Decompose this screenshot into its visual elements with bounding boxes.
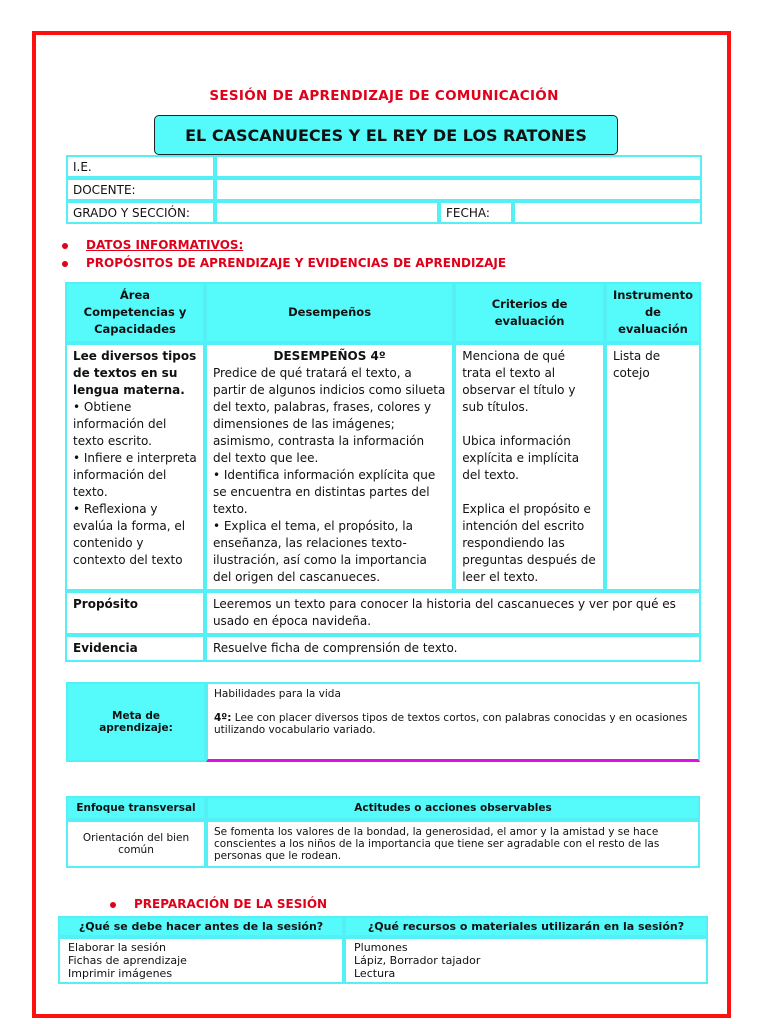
header-criterios: Criterios de evaluación [454, 282, 605, 343]
header-area: Área Competencias y Capacidades [65, 282, 205, 343]
bullet-propositos: PROPÓSITOS DE APRENDIZAJE Y EVIDENCIAS DE APRENDIZAJE [62, 256, 506, 270]
recursos-list [344, 937, 708, 984]
desempeno-item: • Explica el tema, el propósito, la enseñanza, las relaciones texto-ilustración, así como la importancia del origen del cascanueces. [212, 519, 427, 584]
session-title-box [154, 115, 618, 155]
ie-label: I.E. [66, 155, 215, 178]
enfoque-table [66, 796, 700, 868]
instrumento-cell: Lista de cotejo [605, 343, 701, 591]
list-item: Imprimir imágenes [68, 967, 173, 980]
desempeno-item: • Identifica información explícita que se encuentra en distintas partes del texto. [212, 468, 436, 516]
list-item: Lápiz, Borrador tajador [354, 954, 481, 967]
page-title: SESIÓN DE APRENDIZAJE DE COMUNICACIÓN [209, 88, 559, 104]
criterio-item: Explica el propósito e intención del escrito respondiendo las preguntas después de leer el texto. [462, 502, 596, 584]
evidencia-text: Resuelve ficha de comprensión de texto. [205, 635, 701, 662]
list-item: Plumones [354, 941, 408, 954]
criterio-item: Ubica información explícita e implícita del texto. [462, 434, 580, 482]
list-item: Elaborar la sesión [68, 941, 167, 954]
capacidad-item: • Infiere e interpreta información del texto. [73, 451, 197, 499]
header-instrumento: Instrumento de evaluación [605, 282, 701, 343]
antes-header: ¿Qué se debe hacer antes de la sesión? [58, 916, 344, 937]
docente-value [215, 178, 702, 201]
capacidad-item: • Obtiene información del texto escrito. [73, 400, 167, 448]
competencia-title: Lee diversos tipos de textos en su lengua materna. [73, 349, 197, 397]
ie-value [215, 155, 702, 178]
meta-line1: Habilidades para la vida [214, 688, 341, 700]
actitudes-value: Se fomenta los valores de la bondad, la generosidad, el amor y la amistad y se hace conscientes a los niños de la importancia que tiene ser agradable con el resto de las personas que le rodean. [206, 820, 700, 868]
grado-label: GRADO Y SECCIÓN: [66, 201, 215, 224]
competencias-table [65, 282, 701, 662]
enfoque-header: Enfoque transversal [66, 796, 206, 820]
desempenos-title: DESEMPEÑOS 4º [273, 349, 386, 363]
list-item: Lectura [354, 967, 396, 980]
meta-content [206, 682, 700, 762]
competencia-cell [65, 343, 205, 591]
criterio-item: Menciona de qué trata el texto al observar el título y sub títulos. [462, 349, 576, 414]
bullet-icon [62, 243, 68, 249]
recursos-header: ¿Qué recursos o materiales utilizarán en la sesión? [344, 916, 708, 937]
header-desempenos: Desempeños [205, 282, 454, 343]
meta-text: 4º: Lee con placer diversos tipos de textos cortos, con palabras conocidas y en ocasiones utilizando vocabulario variado. [214, 712, 688, 736]
enfoque-value: Orientación del bien común [66, 820, 206, 868]
criterios-cell [454, 343, 605, 591]
antes-list [58, 937, 344, 984]
session-title: EL CASCANUECES Y EL REY DE LOS RATONES [185, 125, 587, 145]
proposito-label: Propósito [65, 591, 205, 635]
actitudes-header: Actitudes o acciones observables [206, 796, 700, 820]
fecha-value [513, 201, 702, 224]
list-item: Fichas de aprendizaje [68, 954, 187, 967]
desempeno-item: Predice de qué tratará el texto, a partir de algunos indicios como silueta del texto, palabras, frases, colores y dimensiones de las imágenes; asimismo, contrasta la información del texto que lee. [212, 366, 446, 465]
fecha-label: FECHA: [439, 201, 513, 224]
docente-label: DOCENTE: [66, 178, 215, 201]
bullet-datos: DATOS INFORMATIVOS: [62, 238, 243, 252]
meta-label: Meta de aprendizaje: [66, 682, 206, 762]
meta-table [66, 682, 700, 762]
proposito-text: Leeremos un texto para conocer la historia del cascanueces y ver por qué es usado en época navideña. [205, 591, 701, 635]
capacidad-item: • Reflexiona y evalúa la forma, el contenido y contexto del texto [73, 502, 186, 567]
preparacion-table [58, 916, 708, 984]
grado-value [215, 201, 439, 224]
bullet-icon [62, 261, 68, 267]
desempenos-cell [205, 343, 454, 591]
evidencia-label: Evidencia [65, 635, 205, 662]
bullet-preparacion: PREPARACIÓN DE LA SESIÓN [110, 897, 327, 911]
info-table [66, 155, 702, 224]
bullet-icon [110, 902, 116, 908]
